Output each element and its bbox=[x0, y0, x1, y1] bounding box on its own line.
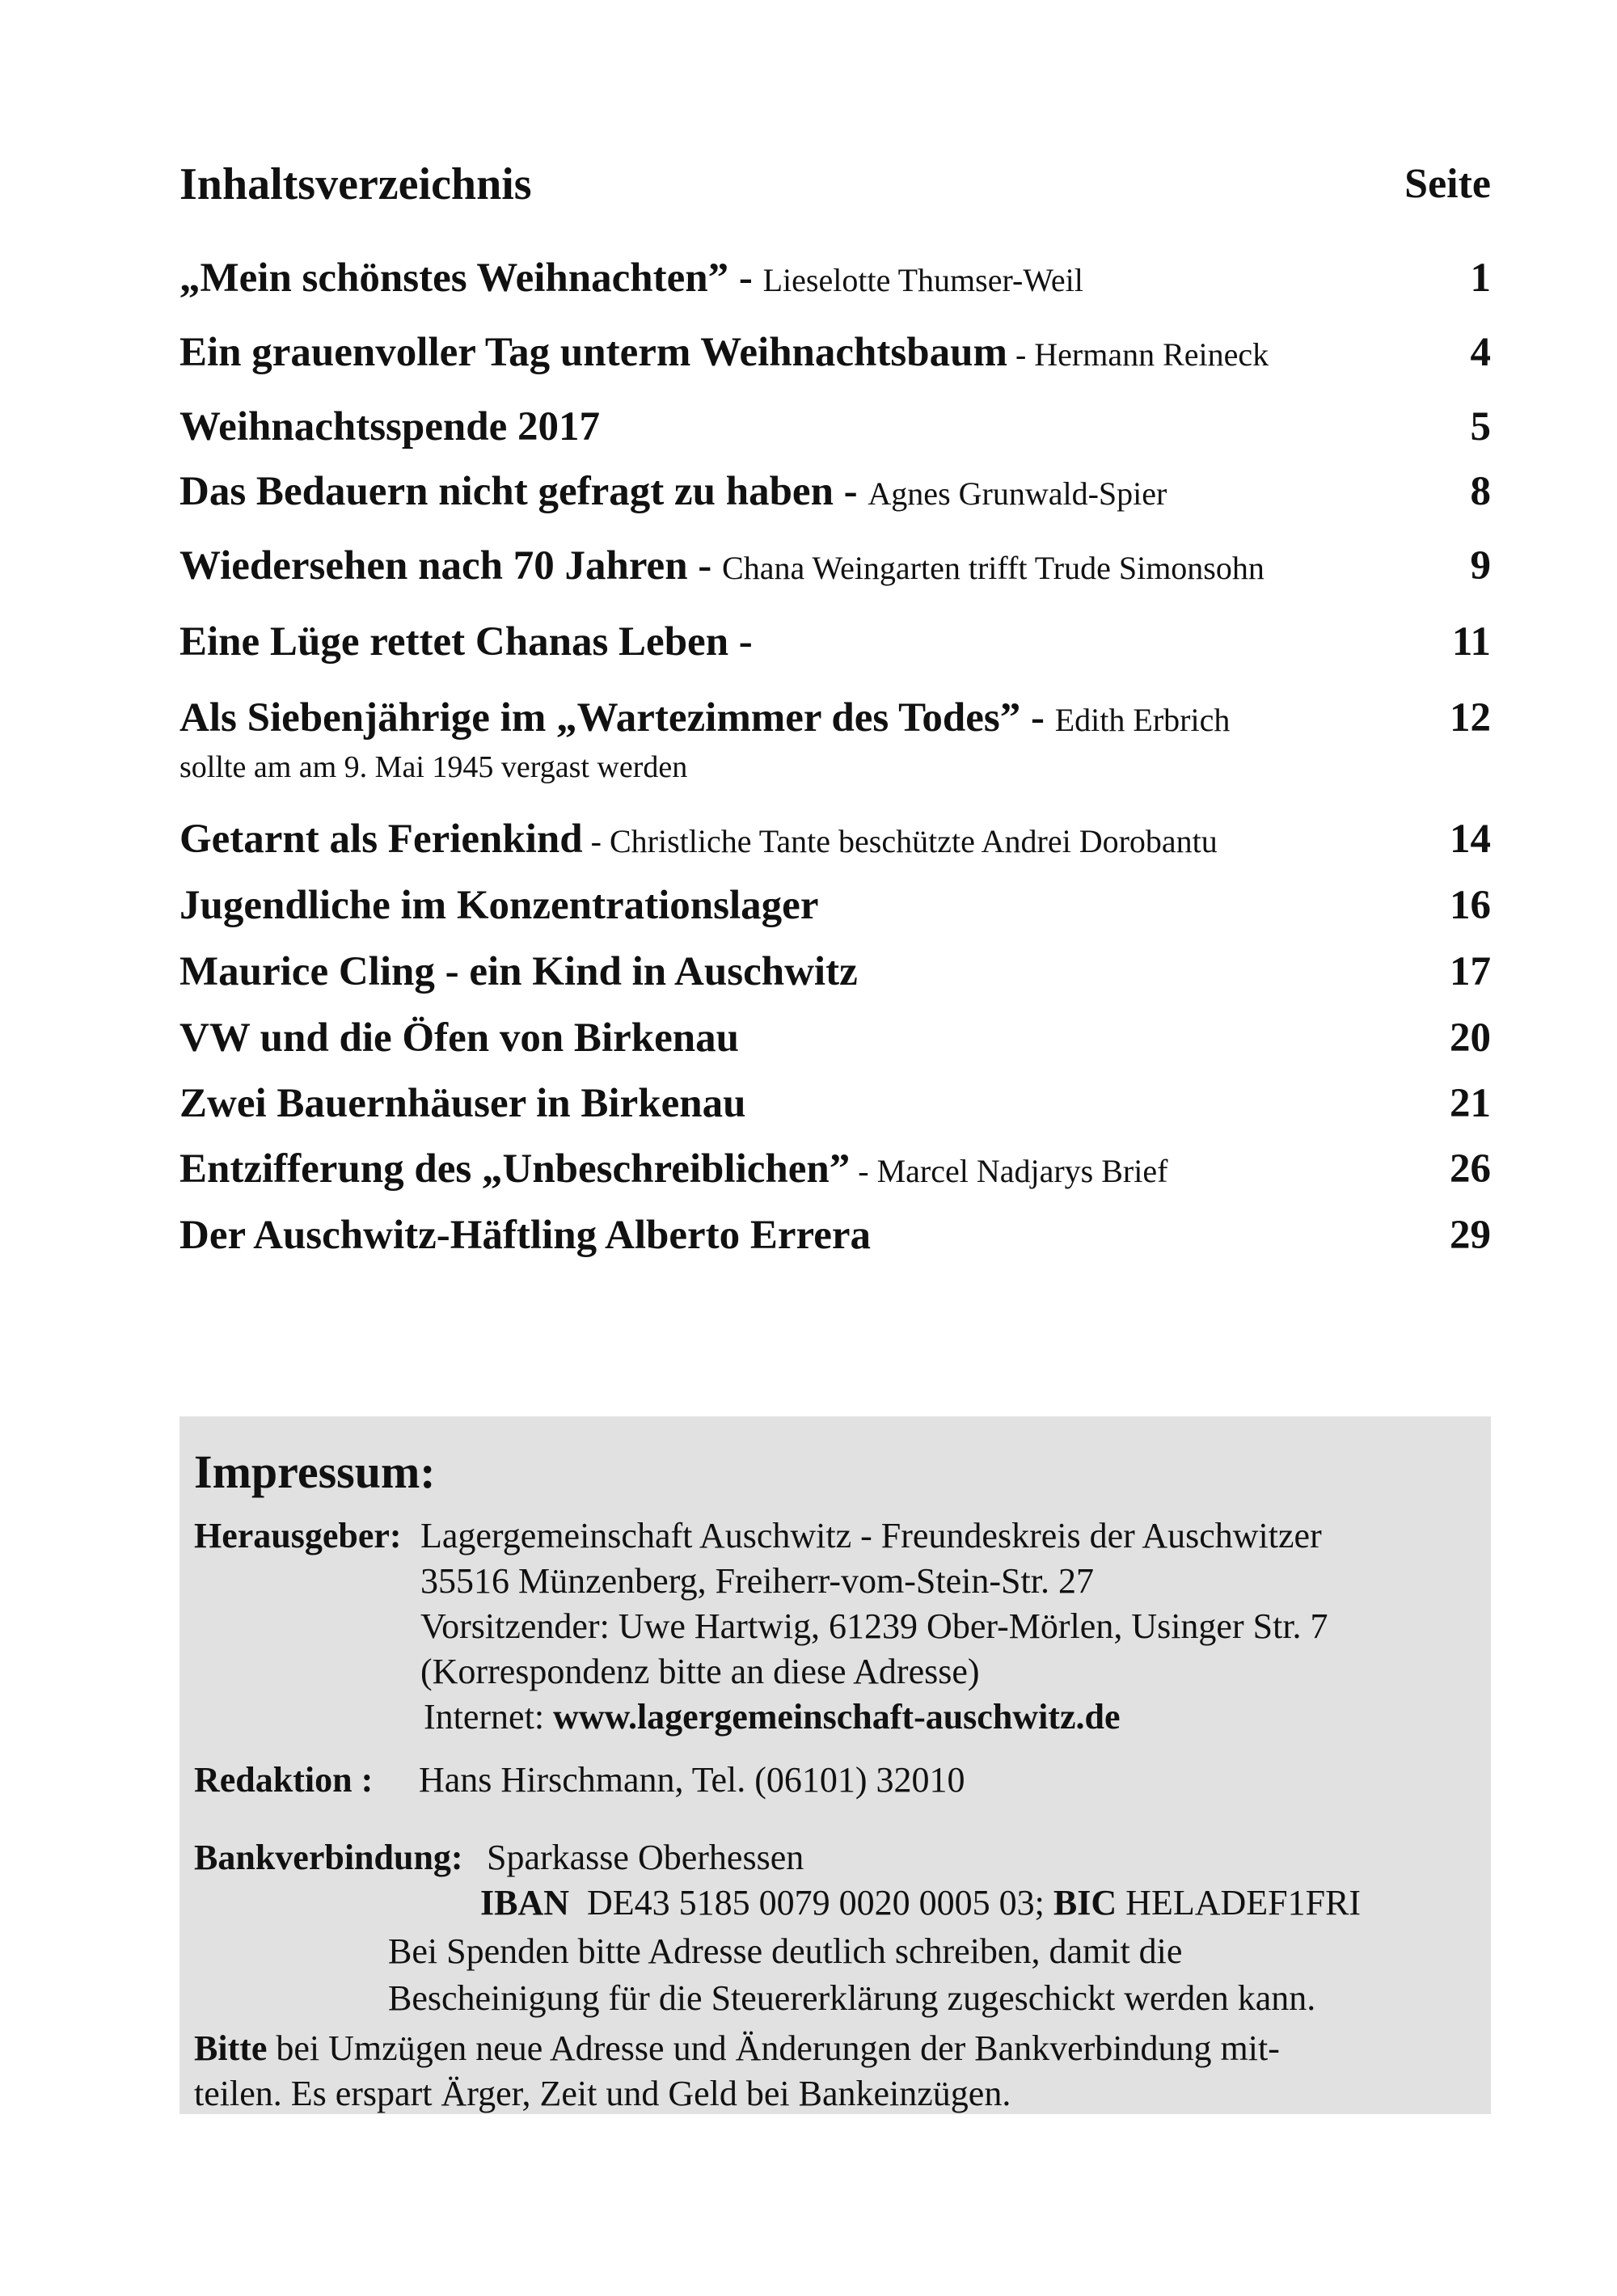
toc-entry[interactable] bbox=[179, 687, 1491, 739]
toc-entry[interactable] bbox=[179, 1007, 1491, 1059]
editor-label: Redaktion : bbox=[194, 1760, 374, 1800]
toc-entry-title: Maurice Cling - ein Kind in Auschwitz bbox=[179, 949, 858, 994]
toc-entry-page: 26 bbox=[1450, 1146, 1491, 1192]
bic-value: HELADEF1FRI bbox=[1125, 1883, 1362, 1922]
bank-name: Sparkasse Oberhessen bbox=[487, 1838, 804, 1877]
toc-entry[interactable] bbox=[179, 1073, 1491, 1125]
publisher-line: Lagergemeinschaft Auschwitz - Freundeskreis der Auschwitzer bbox=[420, 1516, 1322, 1555]
toc-entry-subtitle: - Christliche Tante beschützte Andrei Dorobantu bbox=[582, 823, 1218, 859]
toc-heading: Inhaltsverzeichnis bbox=[179, 159, 532, 209]
internet-label: Internet: bbox=[424, 1697, 554, 1737]
publisher-line: Vorsitzender: Uwe Hartwig, 61239 Ober-Mörlen, Usinger Str. 7 bbox=[420, 1606, 1328, 1646]
notice-bold: Bitte bbox=[194, 2028, 268, 2068]
toc-entry-title: Wiedersehen nach 70 Jahren - bbox=[179, 543, 723, 589]
toc-entry-subtitle: Lieselotte Thumser-Weil bbox=[762, 262, 1083, 298]
bank-details bbox=[480, 1885, 1361, 1921]
toc-entry-subtitle: - Hermann Reineck bbox=[1007, 336, 1269, 373]
internet-line bbox=[424, 1699, 1121, 1735]
toc-entry-subline: sollte am am 9. Mai 1945 vergast werden bbox=[179, 750, 688, 784]
toc-entry-title: Ein grauenvoller Tag unterm Weihnachtsbaum bbox=[179, 330, 1007, 375]
impressum-title: Impressum: bbox=[194, 1446, 436, 1498]
toc-entry[interactable] bbox=[179, 247, 1491, 299]
toc-entry-page: 17 bbox=[1450, 949, 1491, 994]
toc-entry[interactable] bbox=[179, 808, 1491, 860]
toc-entry[interactable] bbox=[179, 535, 1491, 587]
toc-entry-subtitle: Agnes Grunwald-Spier bbox=[868, 475, 1167, 512]
toc-entry-title: VW und die Öfen von Birkenau bbox=[179, 1015, 739, 1061]
toc-entry[interactable] bbox=[179, 1205, 1491, 1256]
toc-entry-title: Zwei Bauernhäuser in Birkenau bbox=[179, 1081, 746, 1126]
toc-entry-title: Getarnt als Ferienkind bbox=[179, 817, 583, 862]
toc-page-heading: Seite bbox=[1404, 161, 1491, 207]
toc-entry-page: 16 bbox=[1450, 883, 1491, 928]
toc-entry-page: 11 bbox=[1451, 619, 1491, 665]
toc-entry-page: 1 bbox=[1470, 255, 1491, 301]
toc-entry-title: Weihnachtsspende 2017 bbox=[179, 404, 601, 449]
bic-label: BIC bbox=[1053, 1883, 1117, 1922]
toc-entry-page: 5 bbox=[1470, 404, 1491, 449]
toc-entry-title: „Mein schönstes Weihnachten” - bbox=[179, 255, 763, 301]
iban-value: DE43 5185 0079 0020 0005 03; bbox=[587, 1883, 1045, 1922]
toc-entry[interactable] bbox=[179, 611, 1491, 663]
iban-label: IBAN bbox=[480, 1883, 570, 1922]
toc-entry[interactable] bbox=[179, 322, 1491, 374]
toc-entry-page: 12 bbox=[1450, 695, 1491, 741]
toc-entry-page: 29 bbox=[1450, 1213, 1491, 1258]
toc-entry-subtitle: - Marcel Nadjarys Brief bbox=[850, 1153, 1168, 1189]
publisher-line: 35516 Münzenberg, Freiherr-vom-Stein-Str. 27 bbox=[420, 1561, 1094, 1601]
publisher-line: (Korrespondenz bitte an diese Adresse) bbox=[420, 1652, 980, 1691]
toc-entry-page: 4 bbox=[1470, 330, 1491, 375]
impressum-box bbox=[179, 1416, 1491, 2114]
toc-entry-subtitle: Chana Weingarten trifft Trude Simonsohn bbox=[722, 550, 1264, 586]
toc-entry-title: Als Siebenjährige im „Wartezimmer des Todes” - bbox=[179, 695, 1055, 741]
notice-line bbox=[194, 2028, 1280, 2068]
toc-entry-page: 9 bbox=[1470, 543, 1491, 589]
toc-entry[interactable] bbox=[179, 875, 1491, 926]
toc-entry[interactable] bbox=[179, 1138, 1491, 1190]
toc-entry[interactable] bbox=[179, 941, 1491, 993]
notice-text: bei Umzügen neue Adresse und Änderungen der Bankverbindung mit- bbox=[267, 2028, 1280, 2068]
website-link[interactable]: www.lagergemeinschaft-auschwitz.de bbox=[553, 1697, 1121, 1737]
toc-entry[interactable] bbox=[179, 461, 1491, 513]
donation-note: Bescheinigung für die Steuererklärung zugeschickt werden kann. bbox=[388, 1978, 1316, 2018]
donation-note: Bei Spenden bitte Adresse deutlich schreiben, damit die bbox=[388, 1931, 1183, 1971]
toc-entry-subtitle: Edith Erbrich bbox=[1054, 702, 1231, 738]
toc-entry-page: 20 bbox=[1450, 1015, 1491, 1061]
toc-entry-title: Entzifferung des „Unbeschreiblichen” bbox=[179, 1146, 851, 1192]
toc-entry-page: 8 bbox=[1470, 469, 1491, 514]
notice-line: teilen. Es erspart Ärger, Zeit und Geld bei Bankeinzügen. bbox=[194, 2074, 1011, 2113]
toc-entry-title: Eine Lüge rettet Chanas Leben - bbox=[179, 619, 753, 665]
toc-entry-title: Der Auschwitz-Häftling Alberto Errera bbox=[179, 1213, 872, 1258]
publisher-label: Herausgeber: bbox=[194, 1516, 402, 1555]
editor-value: Hans Hirschmann, Tel. (06101) 32010 bbox=[419, 1760, 965, 1800]
toc-entry[interactable] bbox=[179, 396, 1491, 448]
toc-entry-title: Jugendliche im Konzentrationslager bbox=[179, 883, 819, 928]
toc-entry-page: 14 bbox=[1450, 817, 1491, 862]
toc-entry-title: Das Bedauern nicht gefragt zu haben - bbox=[179, 469, 868, 514]
bank-label: Bankverbindung: bbox=[194, 1838, 463, 1877]
toc-entry-page: 21 bbox=[1450, 1081, 1491, 1126]
